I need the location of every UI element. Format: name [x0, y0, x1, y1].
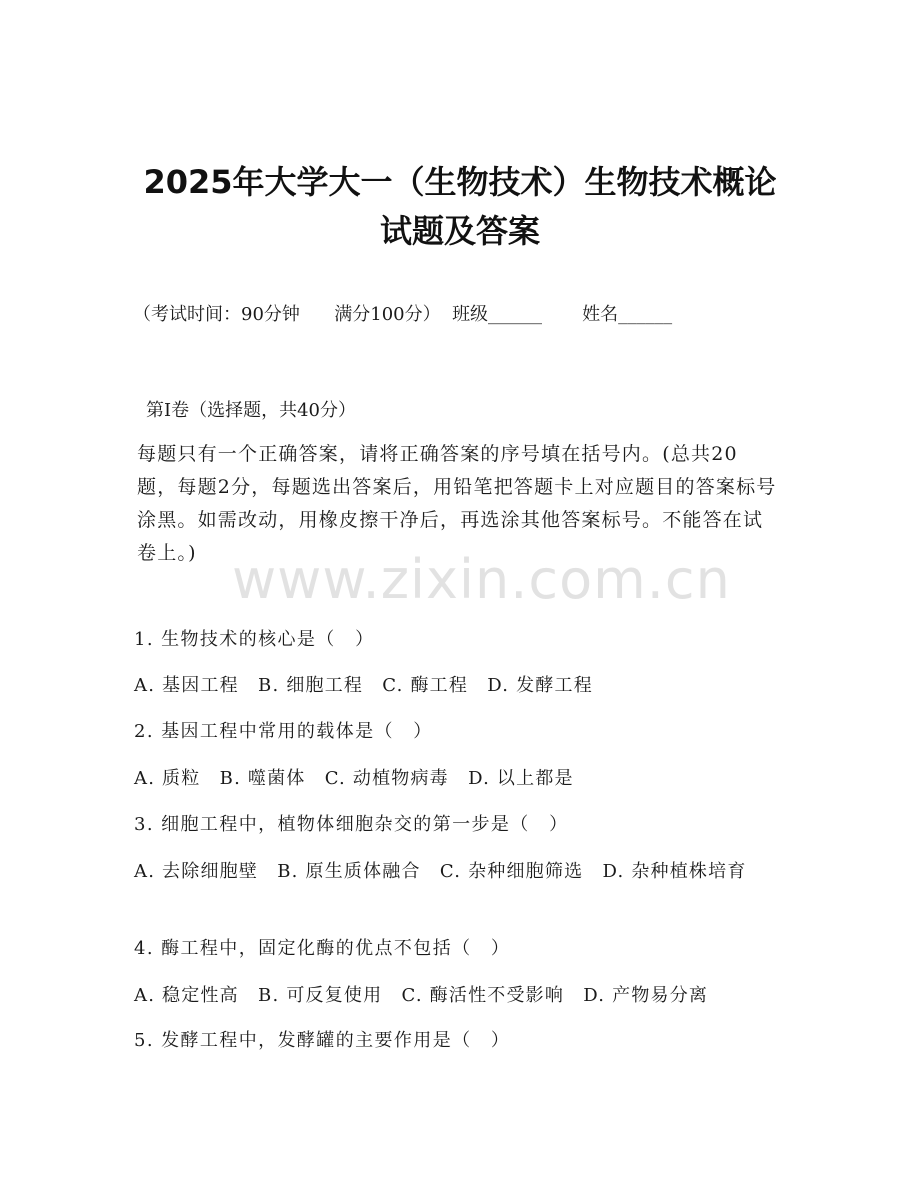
exam-info [133, 300, 793, 326]
watermark: www.zixin.com.cn [232, 548, 731, 611]
question-2-options: A. 质粒 B. 噬菌体 C. 动植物病毒 D. 以上都是 [134, 768, 574, 789]
question-4-stem: 4. 酶工程中，固定化酶的优点不包括（ ） [134, 938, 511, 959]
section-instructions: 每题只有一个正确答案，请将正确答案的序号填在括号内。(总共20题，每题2分，每题选出答案后，用铅笔把答题卡上对应题目的答案标号涂黑。如需改动，用橡皮擦干净后，再选涂其他答案标号。不能答在试卷上。) [137, 443, 777, 564]
document-title-line-2: 试题及答案 [379, 212, 540, 250]
document-title-line-1: 2025年大学大一（生物技术）生物技术概论 [143, 163, 777, 201]
question-3-options: A. 去除细胞壁 B. 原生质体融合 C. 杂种细胞筛选 D. 杂种植株培育 [134, 861, 747, 882]
question-3-stem: 3. 细胞工程中，植物体细胞杂交的第一步是（ ） [134, 814, 569, 835]
question-4-options: A. 稳定性高 B. 可反复使用 C. 酶活性不受影响 D. 产物易分离 [134, 985, 709, 1006]
class-field: 班级______ [452, 304, 543, 325]
question-1-stem: 1. 生物技术的核心是（ ） [134, 629, 375, 650]
question-5-stem: 5. 发酵工程中，发酵罐的主要作用是（ ） [134, 1030, 511, 1051]
exam-time: （考试时间：90分钟 [133, 304, 300, 325]
name-field: 姓名______ [582, 304, 673, 325]
section-heading: 第I卷（选择题，共40分） [146, 400, 357, 421]
question-2-stem: 2. 基因工程中常用的载体是（ ） [134, 721, 433, 742]
exam-full-score: 满分100分） [334, 304, 441, 325]
question-1-options: A. 基因工程 B. 细胞工程 C. 酶工程 D. 发酵工程 [134, 675, 593, 696]
